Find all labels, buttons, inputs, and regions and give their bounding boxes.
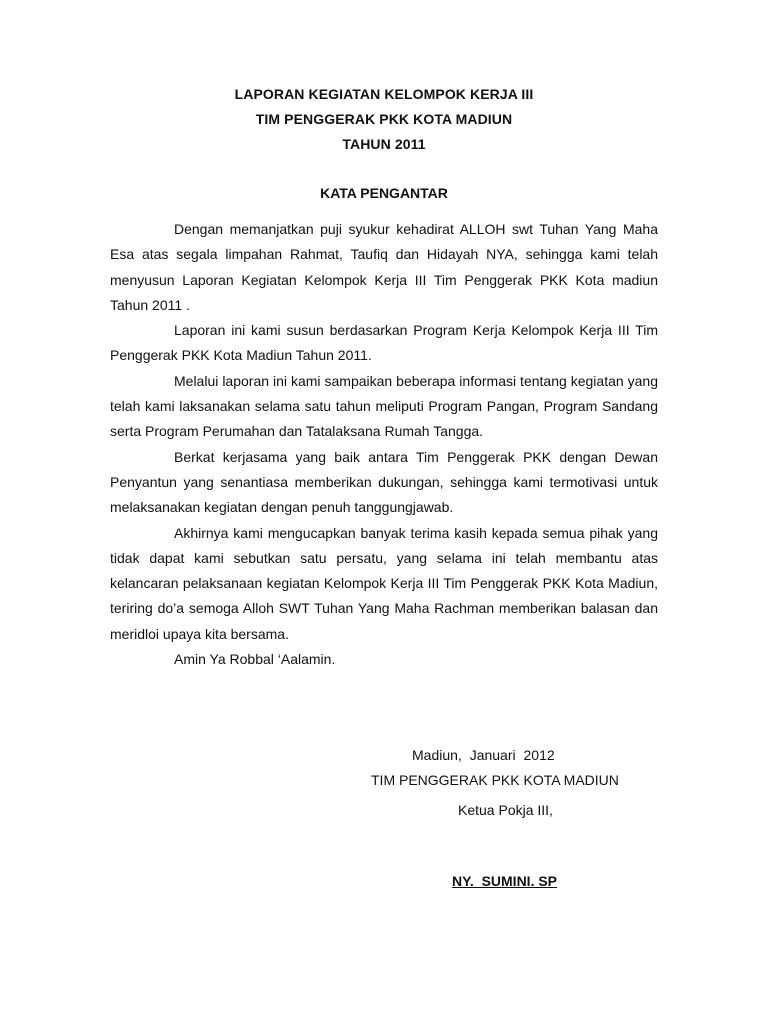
paragraph-3: Melalui laporan ini kami sampaikan beberapa informasi tentang kegiatan yang telah kami laksanakan selama satu tahun meliputi Program Pangan, Program Sandang serta Program Perumahan dan Tatalaksana Rumah Tangga. [110,372,658,440]
paragraph-2: Laporan ini kami susun berdasarkan Program Kerja Kelompok Kerja III Tim Penggerak PKK Kota Madiun Tahun 2011. [110,322,658,364]
report-title-line-3: TAHUN 2011 [342,136,426,152]
signature-organization: TIM PENGGERAK PKK KOTA MADIUN [371,772,619,788]
body-text [110,217,658,672]
paragraph-6: Amin Ya Robbal ‘Aalamin. [174,651,336,668]
signature-place-date: Madiun, Januari 2012 [412,747,555,763]
paragraph-4: Berkat kerjasama yang baik antara Tim Penggerak PKK dengan Dewan Penyantun yang senantiasa memberikan dukungan, sehingga kami termotivasi untuk melaksanakan kegiatan dengan penuh tanggungjawab. [110,448,658,516]
signatory-name: NY. SUMINI. SP [452,873,558,889]
section-title: KATA PENGANTAR [320,185,448,201]
signature-role: Ketua Pokja III, [458,802,553,818]
report-title-line-1: LAPORAN KEGIATAN KELOMPOK KERJA III [234,86,534,102]
paragraph-1: Dengan memanjatkan puji syukur kehadirat ALLOH swt Tuhan Yang Maha Esa atas segala limpahan Rahmat, Taufiq dan Hidayah NYA, sehingga kami telah menyusun Laporan Kegiatan Kelompok Kerja III Tim Penggerak PKK Kota madiun Tahun 2011 . [110,221,658,313]
report-title-line-2: TIM PENGGERAK PKK KOTA MADIUN [255,111,513,127]
paragraph-5: Akhirnya kami mengucapkan banyak terima kasih kepada semua pihak yang tidak dapat kami sebutkan satu persatu, yang selama ini telah membantu atas kelancaran pelaksanaan kegiatan Kelompok Kerja III Tim Penggerak PKK Kota Madiun, teriring do’a semoga Alloh SWT Tuhan Yang Maha Rachman memberikan balasan dan meridloi upaya kita bersama. [110,524,658,642]
